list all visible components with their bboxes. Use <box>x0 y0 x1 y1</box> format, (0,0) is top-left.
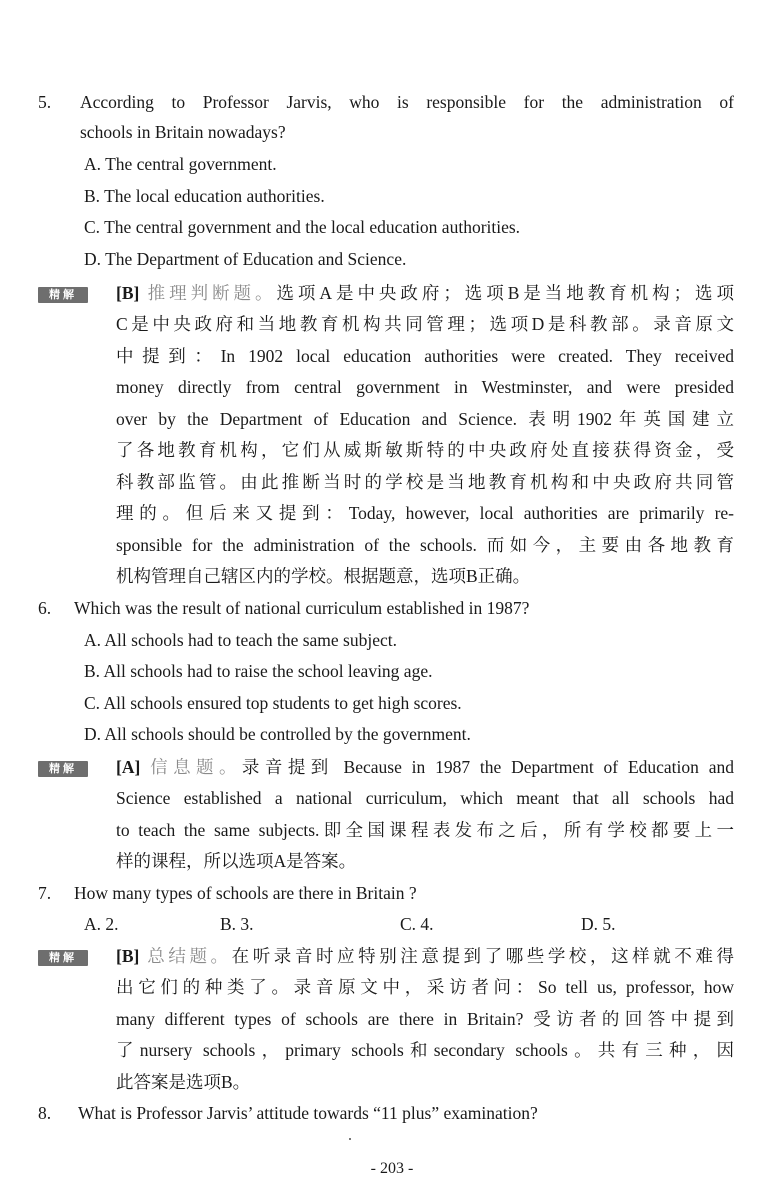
question-6-option-c: C. All schools ensured top students to get high scores. <box>84 693 462 713</box>
explanation-5-line-6: 了各地教育机构，它们从威斯敏斯特的中央政府处直接获得资金，受 <box>116 440 734 460</box>
question-7-option-d: D. 5. <box>581 914 616 934</box>
explanation-6-line-4: 样的课程，所以选项A是答案。 <box>116 851 357 871</box>
explanation-7-line-5: 此答案是选项B。 <box>116 1072 251 1092</box>
explanation-5-line-10: 机构管理自己辖区内的学校。根据题意，选项B正确。 <box>116 566 531 586</box>
question-5-option-c: C. The central government and the local education authorities. <box>84 217 521 237</box>
explanation-5-line-5: over by the Department of Education and Science. 表明1902年英国建立 <box>116 409 734 429</box>
question-5-stem-line-2: schools in Britain nowadays? <box>80 122 286 142</box>
explanation-6-line-2: Science established a national curriculum, which meant that all schools had <box>116 788 734 808</box>
question-number-6: 6. <box>38 598 52 618</box>
question-5-stem-line-1: According to Professor Jarvis, who is responsible for the administration of <box>80 92 734 112</box>
scan-mark <box>349 1138 351 1140</box>
answer-key: [A] <box>116 757 141 777</box>
question-6-stem: Which was the result of national curriculum established in 1987? <box>74 598 530 618</box>
explanation-5-line-9: sponsible for the administration of the schools. 而如今，主要由各地教育 <box>116 535 734 555</box>
explanation-5-line-7: 科教部监管。由此推断当时的学校是当地教育机构和中央政府共同管 <box>116 472 734 492</box>
question-category: 推理判断题。 <box>147 283 277 303</box>
question-6-option-b: B. All schools had to raise the school leaving age. <box>84 661 433 681</box>
explanation-badge: 精解 <box>38 950 88 966</box>
question-7-option-b: B. 3. <box>220 914 254 934</box>
answer-key: [B] <box>116 283 140 303</box>
question-number-8: 8. <box>38 1103 52 1123</box>
question-category: 信息题。 <box>150 757 242 777</box>
question-5-option-a: A. The central government. <box>84 154 277 174</box>
explanation-5-line-8: 理的。但后来又提到：Today, however, local authorities are primarily re- <box>116 503 734 523</box>
question-number-7: 7. <box>38 883 52 903</box>
question-7-option-c: C. 4. <box>400 914 434 934</box>
explanation-5-line-4: money directly from central government in Westminster, and were presided <box>116 377 734 397</box>
question-6-option-a: A. All schools had to teach the same subject. <box>84 630 397 650</box>
explanation-5-line-2: C是中央政府和当地教育机构共同管理；选项D是科教部。录音原文 <box>116 314 734 334</box>
explanation-badge: 精解 <box>38 761 88 777</box>
answer-key: [B] <box>116 946 140 966</box>
question-number-5: 5. <box>38 92 52 112</box>
explanation-text: 选项A是中央政府；选项B是当地教育机构；选项 <box>276 283 735 303</box>
page-number: - 203 - <box>370 1160 414 1177</box>
explanation-6-line-3: to teach the same subjects.即全国课程表发布之后，所有学校都要上一 <box>116 820 734 840</box>
explanation-7-line-3: many different types of schools are there in Britain? 受访者的回答中提到 <box>116 1009 734 1029</box>
question-5-option-d: D. The Department of Education and Science. <box>84 249 407 269</box>
question-5-option-b: B. The local education authorities. <box>84 186 325 206</box>
explanation-badge: 精解 <box>38 287 88 303</box>
question-8-stem: What is Professor Jarvis’ attitude towards “11 plus” examination? <box>78 1103 538 1123</box>
explanation-text: 在听录音时应特别注意提到了哪些学校，这样就不难得 <box>231 946 735 966</box>
explanation-5-line-1 <box>116 282 734 304</box>
explanation-7-line-4: 了nursery schools，primary schools和secondary schools。共有三种，因 <box>116 1040 734 1060</box>
explanation-5-line-3: 中提到：In 1902 local education authorities were created. They received <box>116 346 734 366</box>
question-7-option-a: A. 2. <box>84 914 119 934</box>
explanation-7-line-2: 出它们的种类了。录音原文中，采访者问：So tell us, professor, how <box>116 977 734 997</box>
explanation-text: 录音提到 Because in 1987 the Department of Education and <box>241 757 734 777</box>
explanation-7-line-1 <box>116 945 734 967</box>
explanation-6-line-1 <box>116 756 734 778</box>
question-6-option-d: D. All schools should be controlled by the government. <box>84 724 471 744</box>
question-category: 总结题。 <box>147 946 232 966</box>
question-7-stem: How many types of schools are there in Britain ? <box>74 883 417 903</box>
